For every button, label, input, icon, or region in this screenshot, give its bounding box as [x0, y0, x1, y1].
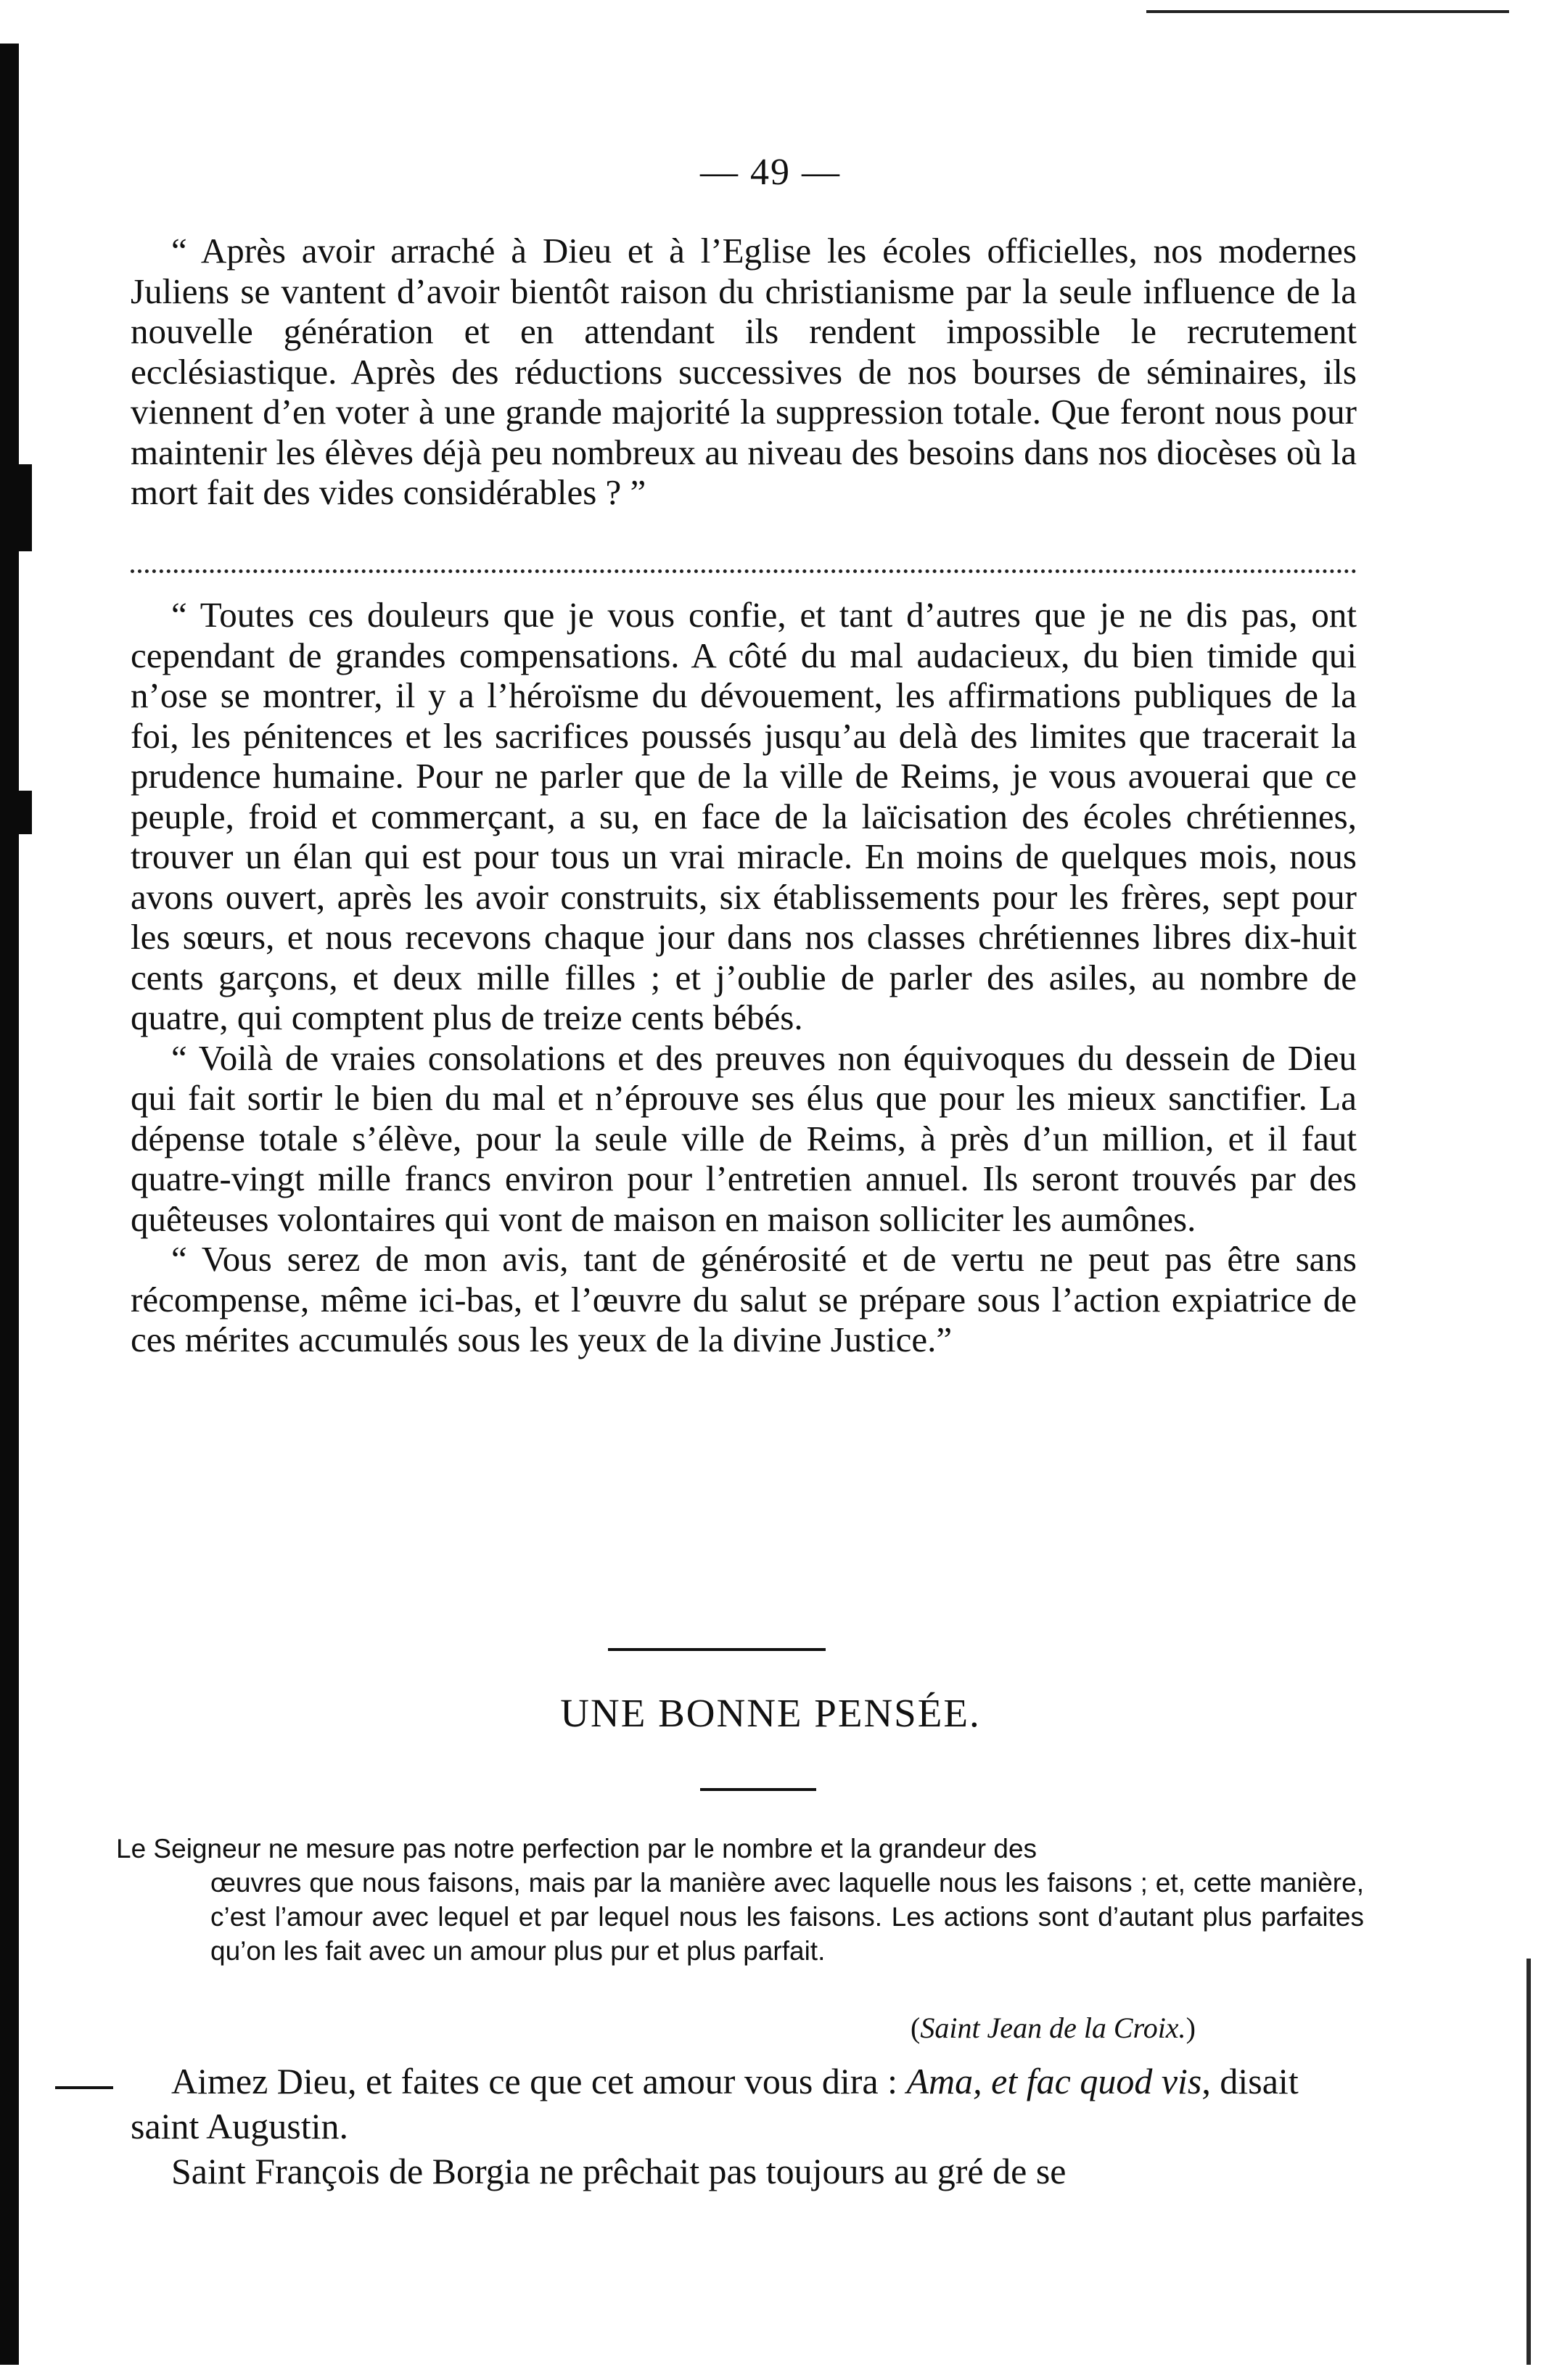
- page-number: — 49 —: [700, 152, 841, 193]
- closing-paragraph-2: Saint François de Borgia ne prêchait pas toujours au gré de se: [171, 2151, 1067, 2191]
- quote-continuation: œuvres que nous faisons, mais par la manière avec laquelle nous les faisons ; et, cette manière, c’est l’amour avec lequel et par lequel nous les faisons. Les actions sont d’autant plus parfaites qu’on les fait avec un amour plus pur et plus parfait.: [210, 1868, 1364, 1966]
- title-underline: [700, 1788, 816, 1791]
- paragraph-text: “ Après avoir arraché à Dieu et à l’Eglise les écoles officielles, nos modernes Juliens se vantent d’avoir bientôt raison du christianisme par la seule influence de la nouvelle génération et en attendant ils rendent impossible le recrutement ecclésiastique. Après des réductions successives de nos bourses de séminaires, ils viennent d’en voter à une grande majorité la suppression totale. Que feront nous pour maintenir les élèves déjà peu nombreux au niveau des besoins dans nos diocèses où la mort fait des vides considérables ? ”: [131, 231, 1357, 512]
- scan-edge-mark: [19, 791, 32, 834]
- section-title: UNE BONNE PENSÉE.: [560, 1691, 981, 1735]
- section-divider: [608, 1648, 826, 1651]
- scan-top-rule: [1146, 10, 1509, 13]
- margin-dash: [55, 2086, 113, 2089]
- quote-attribution: (Saint Jean de la Croix.): [911, 2012, 1196, 2044]
- scan-edge-mark: [19, 464, 32, 551]
- latin-phrase: Ama, et fac quod vis: [906, 2061, 1202, 2101]
- attribution-name: Saint Jean de la Croix.: [920, 2012, 1186, 2044]
- scan-right-edge: [1526, 1959, 1531, 2365]
- letter-paragraph-1: [131, 231, 1357, 513]
- quote-first-line: Le Seigneur ne mesure pas notre perfection par le nombre et la grandeur des: [116, 1834, 1037, 1864]
- paragraph-text: “ Voilà de vraies consolations et des preuves non équivoques du dessein de Dieu qui fait sortir le bien du mal et n’éprouve ses élus que pour les mieux sanctifier. La dépense totale s’élève, pour la seule ville de Reims, à près d’un million, et il faut quatre-vingt mille francs environ pour l’entretien annuel. Ils seront trouvés par des quêteuses volontaires qui vont de maison en maison solliciter les aumônes.: [131, 1037, 1357, 1239]
- scan-binding-shadow: [0, 44, 19, 2365]
- letter-body: [131, 595, 1357, 1360]
- closing-paragraph-1: Aimez Dieu, et faites ce que cet amour vous dira : Ama, et fac quod vis, disait saint Augustin.: [131, 2061, 1299, 2146]
- maxim-quote: [116, 1832, 1364, 1968]
- paragraph-text: “ Toutes ces douleurs que je vous confie, et tant d’autres que je ne dis pas, ont cependant de grandes compensations. A côté du mal audacieux, du bien timide qui n’ose se montrer, il y a l’héroïsme du dévouement, les affirmations publiques de la foi, les pénitences et les sacrifices poussés jusqu’au delà des limites que tracerait la prudence humaine. Pour ne parler que de la ville de Reims, je vous avouerai que ce peuple, froid et commerçant, a su, en face de la laïcisation des écoles chrétiennes, trouver un élan qui est pour tous un vrai miracle. En moins de quelques mois, nous avons ouvert, après les avoir construits, six établissements pour les frères, sept pour les sœurs, et nous recevons chaque jour dans nos classes chrétiennes libres dix-huit cents garçons, et deux mille filles ; et j’oublie de parler des asiles, au nombre de quatre, qui comptent plus de treize cents bébés.: [131, 595, 1357, 1037]
- ellipsis-rule: [131, 569, 1357, 573]
- closing-text: [131, 2059, 1357, 2194]
- paragraph-text: “ Vous serez de mon avis, tant de générosité et de vertu ne peut pas être sans récompense, même ici-bas, et l’œuvre du salut se prépare sous l’action expiatrice de ces mérites accumulés sous les yeux de la divine Justice.”: [131, 1239, 1357, 1359]
